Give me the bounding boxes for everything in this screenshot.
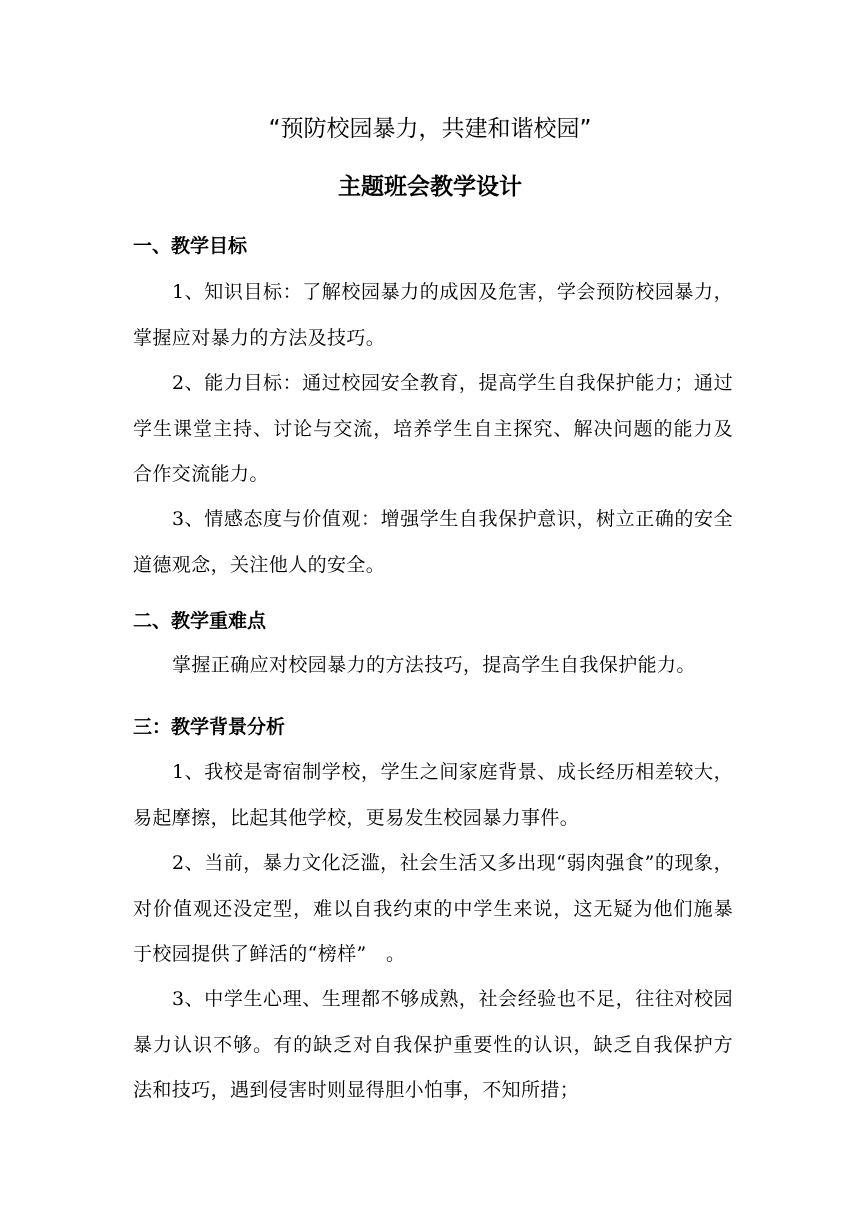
paragraph-background-1: 1、我校是寄宿制学校，学生之间家庭背景、成长经历相差较大，易起摩擦，比起其他学校，更易发生校园暴力事件。 — [133, 761, 733, 829]
document-title: “预防校园暴力，共建和谐校园” — [268, 116, 592, 142]
paragraph-attitude-goal: 3、情感态度与价值观：增强学生自我保护意识，树立正确的安全道德观念，关注他人的安全。 — [133, 508, 733, 576]
section-heading-key-points: 二、教学重难点 — [133, 610, 267, 632]
paragraph-ability-goal: 2、能力目标：通过校园安全教育，提高学生自我保护能力；通过学生课堂主持、讨论与交流，培养学生自主探究、解决问题的能力及合作交流能力。 — [133, 372, 733, 485]
paragraph-knowledge-goal: 1、知识目标：了解校园暴力的成因及危害，学会预防校园暴力，掌握应对暴力的方法及技巧。 — [133, 281, 733, 349]
section-heading-teaching-goals: 一、教学目标 — [133, 235, 248, 257]
paragraph-background-3: 3、中学生心理、生理都不够成熟，社会经验也不足，往往对校园暴力认识不够。有的缺乏对自我保护重要性的认识，缺乏自我保护方法和技巧，遇到侵害时则显得胆小怕事，不知所措； — [133, 988, 733, 1101]
paragraph-key-points: 掌握正确应对校园暴力的方法技巧，提高学生自我保护能力。 — [172, 654, 696, 676]
paragraph-background-2: 2、当前，暴力文化泛滥，社会生活又多出现“弱肉强食”的现象，对价值观还没定型，难以自我约束的中学生来说，这无疑为他们施暴于校园提供了鲜活的“榜样” 。 — [133, 852, 733, 965]
document-subtitle: 主题班会教学设计 — [338, 174, 522, 200]
section-heading-background: 三：教学背景分析 — [133, 716, 286, 738]
